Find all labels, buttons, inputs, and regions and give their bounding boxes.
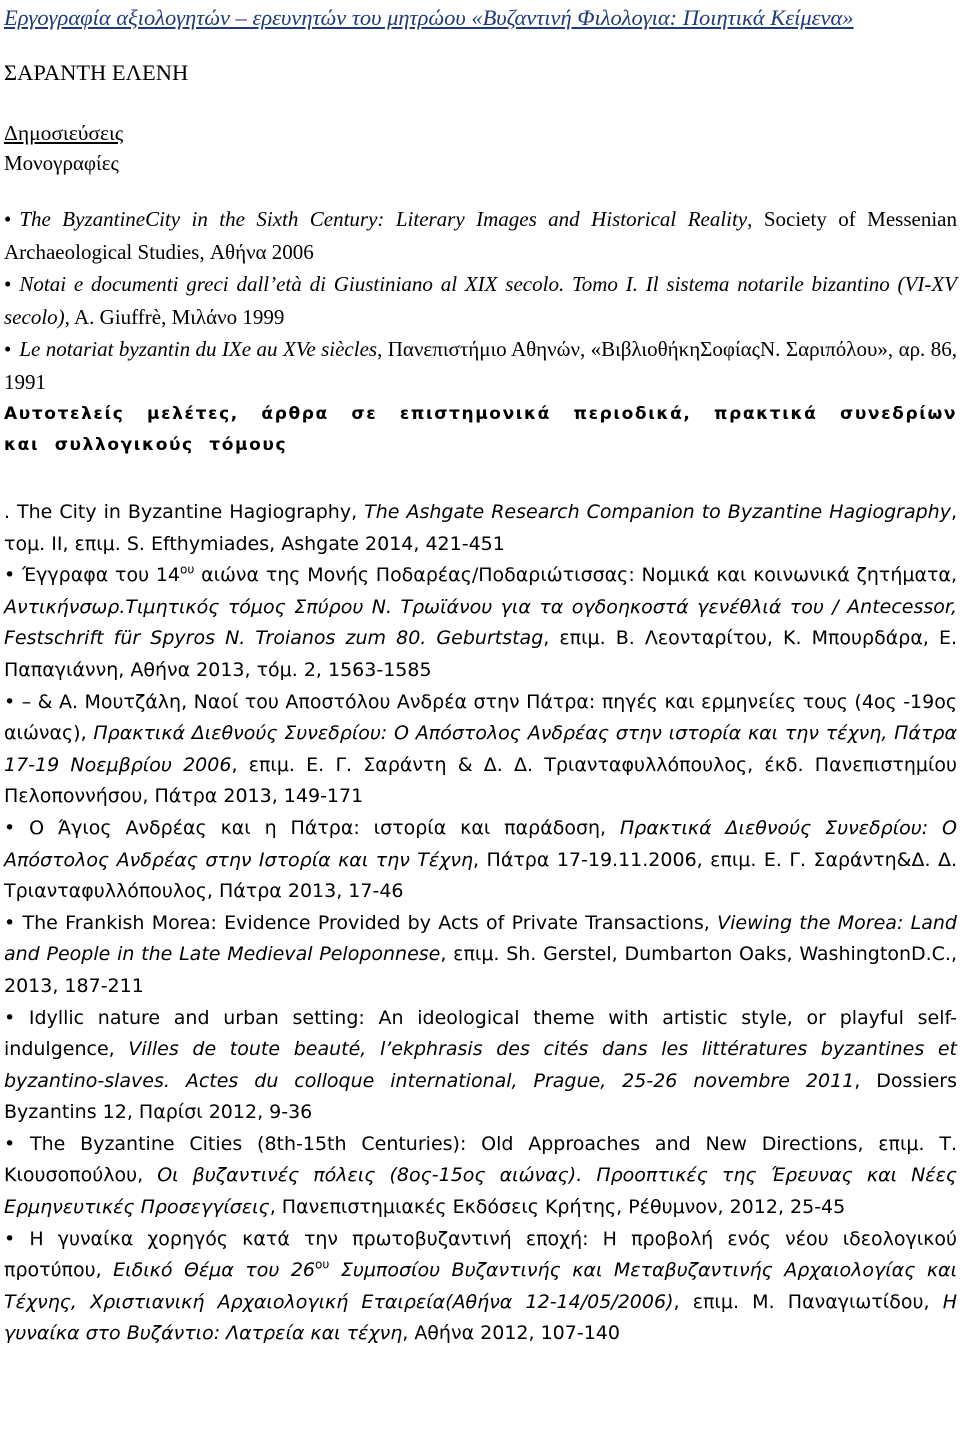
bullet-icon: • (4, 1006, 16, 1029)
bullet-icon: • (4, 690, 16, 713)
articles-list (4, 497, 957, 1350)
bullet-icon: • (4, 816, 16, 839)
page-title: Εργογραφία αξιολογητών – ερευνητών του μητρώου «Βυζαντινή Φιλολογια: Ποιητικά Κείμενα» (4, 5, 854, 30)
list-item: • Ο Άγιος Ανδρέας και η Πάτρα: ιστορία και παράδοση, Πρακτικά Διεθνούς Συνεδρίου: Ο Απόστολος Ανδρέας στην Ιστορία και την Τέχνη, Πάτρα 17-19.11.2006, επιμ. Ε. Γ. Σαράντη&Δ. Δ. Τριανταφυλλόπουλος, Πάτρα 2013, 17-46 (4, 816, 958, 903)
bullet-icon: • (4, 564, 16, 587)
list-item: • The Byzantine Cities (8th-15th Centuries): Old Approaches and New Directions, επιμ. Τ. Κιουσοπούλου, Οι βυζαντινές πόλεις (8ος-15ος αιώνας). Προοπτικές της Έρευνας και Νέες Ερμηνευτικές Προσεγγίσεις, Πανεπιστημιακές Εκδόσεις Κρήτης, Ρέθυμνον, 2012, 25-45 (4, 1132, 958, 1219)
list-item: • Η γυναίκα χορηγός κατά την πρωτοβυζαντινή εποχή: Η προβολή ενός νέου ιδεολογικού προτύπου, Ειδικό Θέμα του $26^{o\upsilon}$ Συμποσίου Βυζαντινής και Μεταβυζαντινής Αρχαιολογίας και Τέχνης, Χριστιανική Αρχαιολογική Εταιρεία(Αθήνα 12-14/05/2006), επιμ. Μ. Παναγιωτίδου, Η γυναίκα στο Βυζάντιο: Λατρεία και τέχνη, Αθήνα 2012, 107-140 (4, 1227, 957, 1345)
list-item: • The ByzantineCity in the Sixth Century: Literary Images and Historical Reality, Society of Messenian Archaeological Studies, Αθήνα 2006 (4, 207, 957, 264)
monographs-heading: Μονογραφίες (4, 151, 119, 175)
list-item: • The Frankish Morea: Evidence Provided by Acts of Private Transactions, Viewing the Morea: Land and People in the Late Medieval Peloponnese, επιμ. Sh. Gerstel, Dumbarton Oaks, WashingtonD.C., 2013, 187-211 (4, 911, 957, 997)
list-item: . The City in Byzantine Hagiography, The Ashgate Research Companion to Byzantine Hagiography, τομ. II, επιμ. S. Efthymiades, Ashgate 2014, 421-451 (4, 501, 957, 555)
bullet-icon: • (4, 911, 16, 934)
bullet-icon: • (4, 337, 12, 361)
bullet-icon: • (4, 1227, 16, 1250)
list-item: • Le notariat byzantin du IXe au XVe siècles, Πανεπιστήμιο Αθηνών, «ΒιβλιοθήκηΣοφίαςΝ. Σαριπόλου», αρ. 86, 1991 (4, 337, 958, 394)
list-item: • – & Α. Μουτζάλη, Ναοί του Αποστόλου Ανδρέα στην Πάτρα: πηγές και ερμηνείες τους (4ος -19ος αιώνας), Πρακτικά Διεθνούς Συνεδρίου: Ο Απόστολος Ανδρέας στην ιστορία και την τέχνη, Πάτρα 17-19 Νοεμβρίου 2006, επιμ. Ε. Γ. Σαράντη & Δ. Δ. Τριανταφυλλόπουλος, έκδ. Πανεπιστημίου Πελοποννήσου, Πάτρα 2013, 149-171 (4, 690, 957, 808)
list-item: • Idyllic nature and urban setting: An ideological theme with artistic style, or playful self-indulgence, Villes de toute beauté, l’ekphrasis des cités dans les littératures byzantines et byzantino-slaves. Actes du colloque international, Prague, 25-26 novembre 2011, Dossiers Byzantins 12, Παρίσι 2012, 9-36 (4, 1006, 958, 1124)
list-item: • Notai e documenti greci dall’età di Giustiniano al XIX secolo. Tomo I. Il sistema notarile bizantino (VI-XV secolo), A. Giuffrè, Μιλάνο 1999 (4, 272, 957, 329)
list-item: • Έγγραφα του $14^{o\upsilon}$ αιώνα της Μονής Ποδαρέας/Ποδαριώτισσας: Νομικά και κοινωνικά ζητήματα, Αντικήνσωρ.Τιμητικός τόμος Σπύρου Ν. Τρωϊάνου για τα ογδοηκοστά γενέθλιά του / Antecessor, Festschrift für Spyros N. Troianos zum 80. Geburtstag, επιμ. Β. Λεονταρίτου, Κ. Μπουρδάρα, Ε. Παπαγιάννη, Αθήνα 2013, τόμ. 2, 1563-1585 (4, 562, 958, 681)
bullet-icon: • (4, 272, 12, 296)
monographs-list (4, 203, 957, 398)
person-name: ΣΑΡΑΝΤΗ ΕΛΕΝΗ (4, 60, 189, 85)
bullet-icon: • (4, 1132, 16, 1155)
bullet-icon: • (4, 207, 12, 231)
publications-heading: Δημοσιεύσεις (4, 121, 124, 145)
articles-heading: Αυτοτελείς μελέτες, άρθρα σε επιστημονικά περιοδικά, πρακτικά συνεδρίων και συλλογικούς τόμους (4, 404, 957, 455)
